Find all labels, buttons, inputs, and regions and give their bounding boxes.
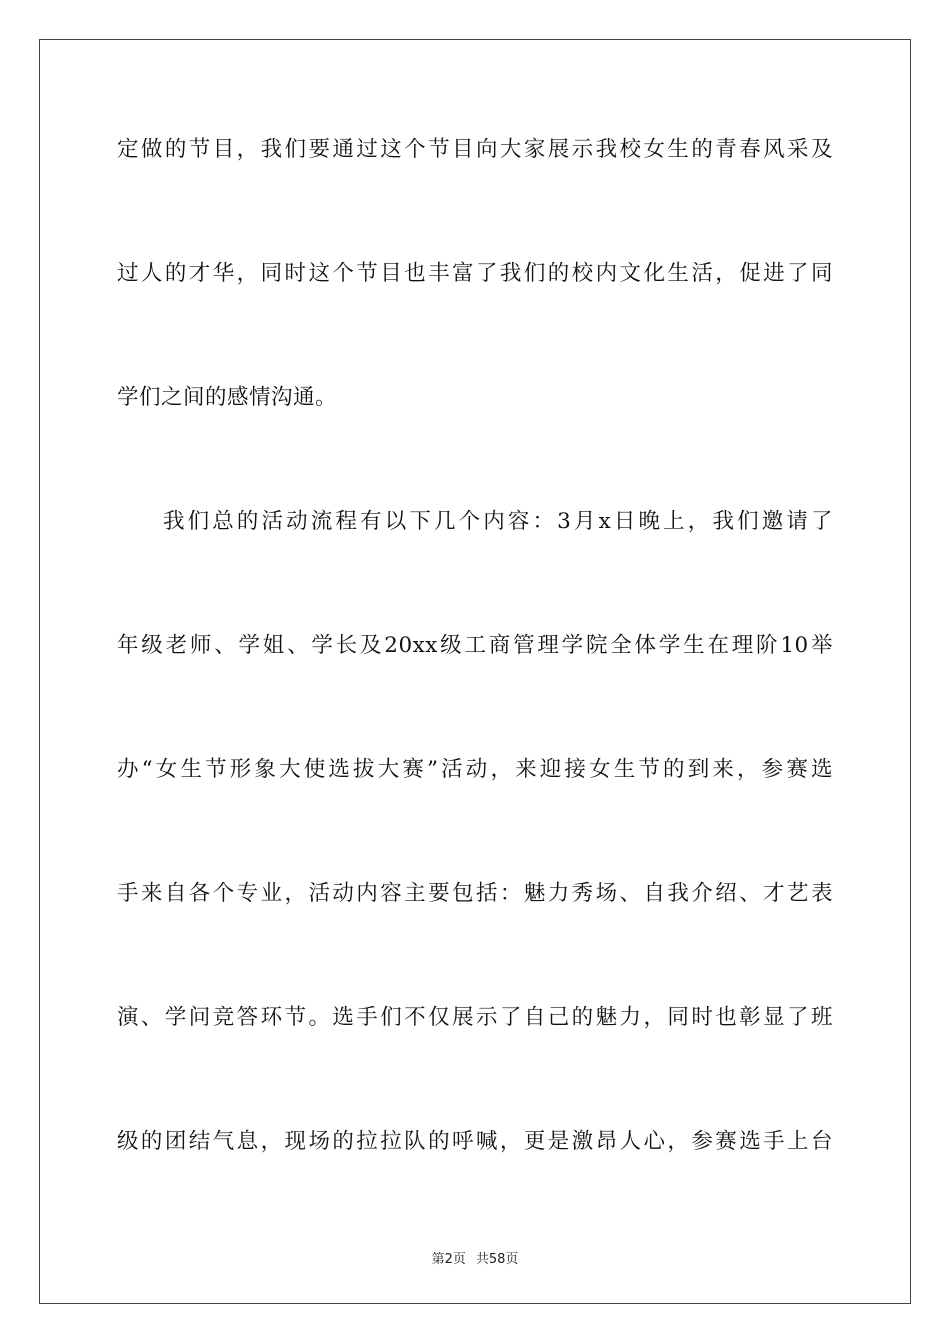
paragraph-line: 年级老师、学姐、学长及20xx级工商管理学院全体学生在理阶10举 xyxy=(117,633,833,658)
paragraph-line: 过人的才华，同时这个节目也丰富了我们的校内文化生活，促进了同 xyxy=(117,261,833,286)
paragraph-line: 学们之间的感情沟通。 xyxy=(117,385,338,410)
document-body xyxy=(117,120,833,1236)
paragraph-line: 办“女生节形象大使选拔大赛”活动，来迎接女生节的到来，参赛选 xyxy=(117,757,833,782)
page-footer xyxy=(0,1248,950,1267)
page-total: 共58页 xyxy=(475,1252,519,1267)
paragraph-line: 定做的节目，我们要通过这个节目向大家展示我校女生的青春风采及 xyxy=(117,137,833,162)
paragraph-line: 级的团结气息，现场的拉拉队的呼喊，更是激昂人心，参赛选手上台 xyxy=(117,1129,833,1154)
paragraph-line: 手来自各个专业，活动内容主要包括：魅力秀场、自我介绍、才艺表 xyxy=(117,881,833,906)
paragraph-line: 演、学问竞答环节。选手们不仅展示了自己的魅力，同时也彰显了班 xyxy=(117,1005,833,1030)
page-number: 第2页 xyxy=(431,1252,466,1267)
paragraph-line: 我们总的活动流程有以下几个内容：3月x日晚上，我们邀请了 xyxy=(163,509,833,534)
